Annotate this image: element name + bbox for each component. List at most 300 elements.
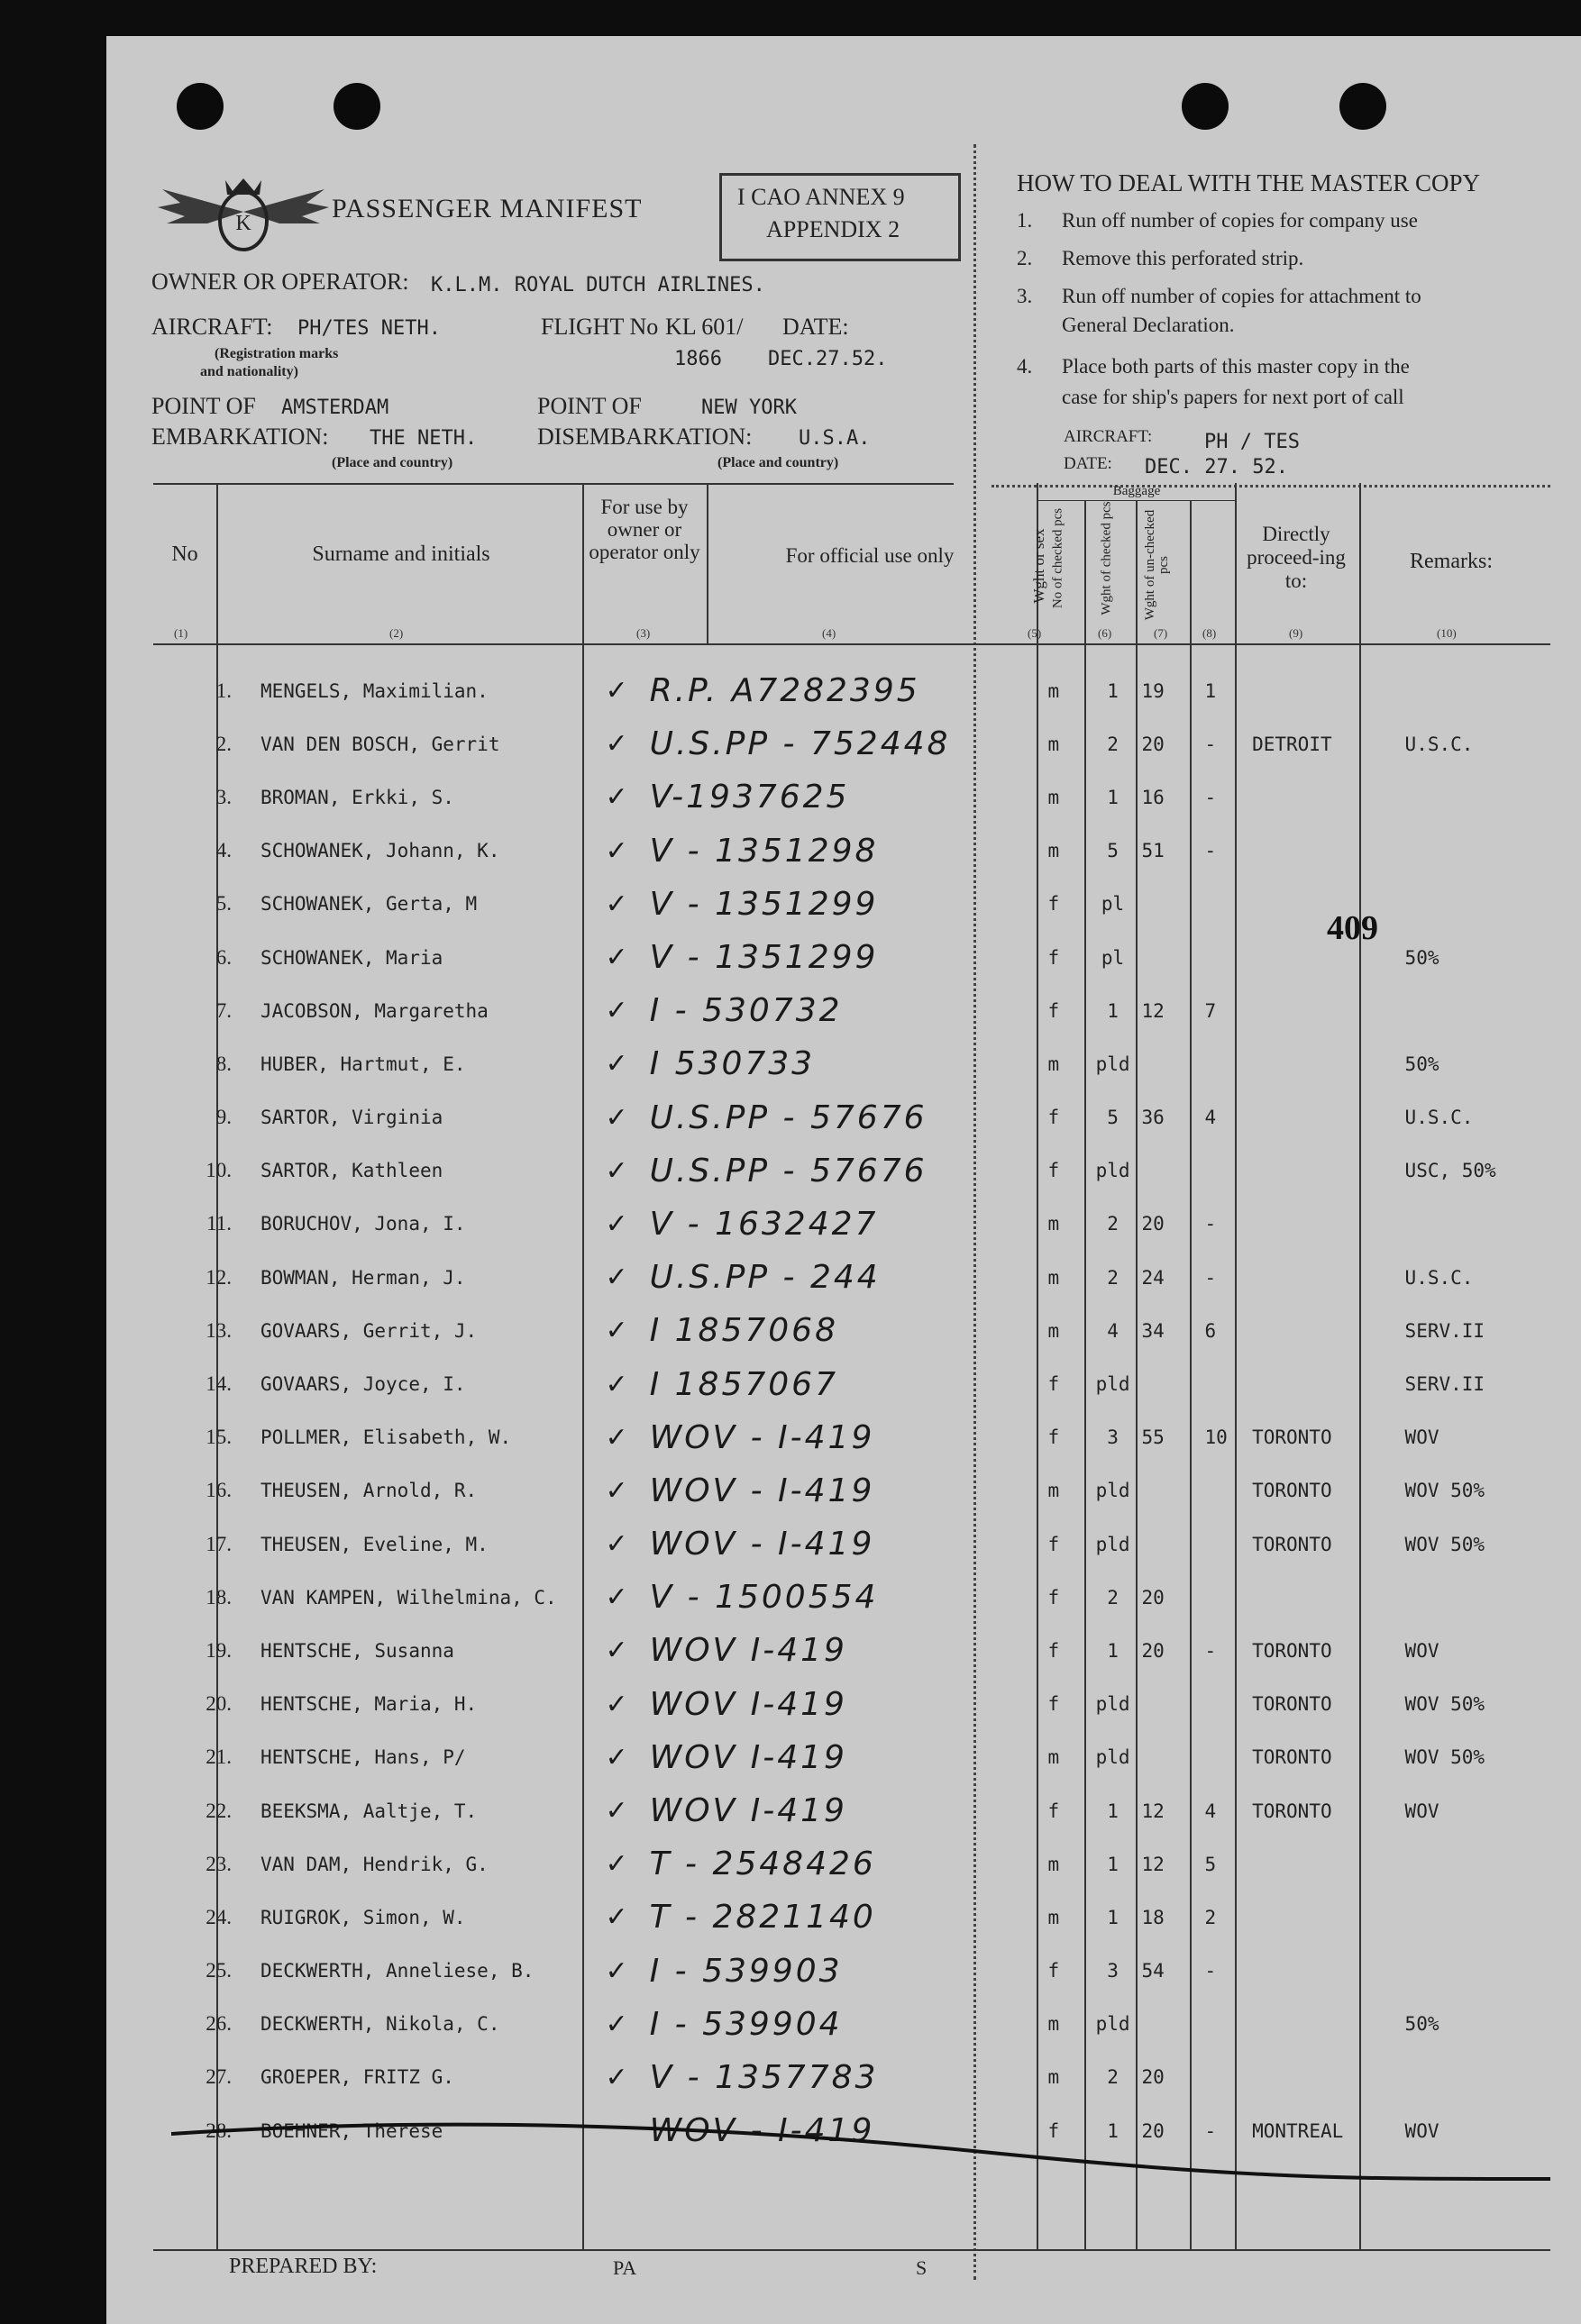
aircraft-note-line1: (Registration marks — [215, 346, 339, 361]
passenger-dest — [1247, 1251, 1381, 1304]
passenger-no: 15. — [206, 1426, 232, 1449]
passenger-check: ✓ — [605, 1315, 631, 1347]
passenger-unc — [1199, 931, 1247, 984]
passenger-sex: f — [1047, 1800, 1060, 1822]
passenger-check: ✓ — [605, 1741, 631, 1773]
passenger-rem — [1382, 825, 1581, 878]
passenger-check: ✓ — [605, 1528, 631, 1561]
passenger-no: 10. — [206, 1159, 232, 1182]
passenger-unc: 1 — [1204, 679, 1217, 702]
passenger-dest — [1247, 1945, 1381, 1998]
col-num: (10) — [1437, 626, 1457, 640]
passenger-pcs: pld — [1095, 2013, 1130, 2036]
passenger-dest — [1247, 2051, 1381, 2104]
passenger-unc: 7 — [1204, 999, 1217, 1022]
passenger-no: 20. — [206, 1692, 232, 1716]
passenger-wt — [1136, 1037, 1199, 1090]
passenger-pcs: 1 — [1107, 999, 1119, 1022]
passenger-wt — [1136, 1731, 1199, 1784]
passenger-doc: T - 2548426 — [649, 1846, 876, 1883]
passenger-unc: 4 — [1204, 1800, 1217, 1822]
passenger-no: 11. — [206, 1212, 232, 1235]
passenger-unc: 4 — [1204, 1107, 1217, 1129]
aircraft-note-line2: and nationality) — [200, 364, 298, 379]
passenger-sex: m — [1047, 679, 1060, 702]
passenger-doc: V - 1357783 — [649, 2058, 879, 2096]
passenger-wt — [1136, 1998, 1199, 2051]
passenger-doc: WOV - I-419 — [649, 1472, 875, 1509]
passenger-rem: SERV.II — [1404, 1373, 1485, 1396]
col-num: (8) — [1202, 626, 1217, 640]
passenger-check: ✓ — [605, 1048, 631, 1080]
passenger-rem — [1382, 1198, 1581, 1251]
date-value: DEC.27.52. — [768, 348, 888, 370]
passenger-doc: WOV I-419 — [649, 1738, 847, 1776]
passenger-sex: f — [1047, 946, 1060, 969]
instr-aircraft-value: PH / TES — [1204, 431, 1300, 453]
passenger-check: ✓ — [605, 2008, 631, 2040]
passenger-wt: 24 — [1141, 1266, 1165, 1289]
passenger-doc: I - 539903 — [649, 1952, 843, 1990]
passenger-rem — [1382, 1891, 1581, 1944]
passenger-unc: - — [1204, 733, 1217, 755]
passenger-sex: f — [1047, 2119, 1060, 2142]
punch-hole — [1182, 83, 1229, 130]
passenger-name: SCHOWANEK, Gerta, M — [260, 893, 478, 916]
passenger-check: ✓ — [605, 1795, 631, 1827]
passenger-dest: TORONTO — [1252, 1746, 1332, 1769]
passenger-rem: U.S.C. — [1404, 733, 1474, 755]
passenger-name: THEUSEN, Eveline, M. — [260, 1533, 489, 1555]
passenger-doc: U.S.PP - 57676 — [649, 1098, 928, 1136]
passenger-wt: 55 — [1141, 1426, 1165, 1449]
passenger-dest — [1247, 1144, 1381, 1198]
passenger-doc: I 530733 — [649, 1045, 816, 1083]
table-header-bottom-border — [153, 643, 1550, 645]
passenger-name: BROMAN, Erkki, S. — [260, 786, 454, 808]
passenger-dest: TORONTO — [1252, 1426, 1332, 1449]
passenger-wt — [1136, 931, 1199, 984]
col-header-baggage: Baggage — [1112, 484, 1161, 498]
passenger-rem: USC, 50% — [1404, 1160, 1496, 1182]
embark-value-1: AMSTERDAM — [281, 396, 389, 419]
col-num: (3) — [636, 626, 651, 640]
passenger-rem — [1382, 664, 1581, 717]
passenger-name: SCHOWANEK, Maria — [260, 946, 443, 969]
passenger-rem — [1382, 770, 1581, 824]
passenger-pcs: pld — [1095, 1053, 1130, 1075]
passenger-check: ✓ — [605, 1901, 631, 1934]
passenger-doc: I - 539904 — [649, 2005, 843, 2043]
passenger-rem — [1382, 1837, 1581, 1891]
passenger-unc: - — [1204, 1960, 1217, 1982]
passenger-dest — [1247, 1198, 1381, 1251]
passenger-name: SARTOR, Kathleen — [260, 1160, 443, 1182]
passenger-doc: I 1857067 — [649, 1365, 838, 1403]
passenger-rem — [1382, 878, 1581, 931]
passenger-pcs: pld — [1095, 1373, 1130, 1396]
passenger-dest: TORONTO — [1252, 1639, 1332, 1662]
passenger-unc — [1199, 1037, 1247, 1090]
passenger-wt: 36 — [1141, 1107, 1165, 1129]
passenger-doc: I - 530732 — [649, 992, 843, 1030]
passenger-rem — [1382, 1571, 1581, 1624]
table-row — [153, 1678, 1581, 1731]
passenger-rem: U.S.C. — [1404, 1266, 1474, 1289]
punch-hole — [334, 83, 380, 130]
passenger-no: 8. — [215, 1052, 232, 1075]
instruction-4-num: 4. — [1017, 355, 1033, 378]
embark-label-1: POINT OF — [151, 393, 256, 419]
passenger-sex: m — [1047, 1746, 1060, 1769]
passenger-unc: - — [1204, 840, 1217, 862]
passenger-sex: m — [1047, 1266, 1060, 1289]
passenger-rem: 50% — [1404, 1053, 1439, 1075]
passenger-sex: f — [1047, 1426, 1060, 1449]
passenger-dest — [1247, 770, 1381, 824]
passenger-no: 13. — [206, 1318, 232, 1342]
passenger-name: BORUCHOV, Jona, I. — [260, 1213, 466, 1235]
embark-value-2: THE NETH. — [370, 427, 478, 450]
passenger-wt: 51 — [1141, 840, 1165, 862]
passenger-no: 7. — [215, 998, 232, 1022]
passenger-no: 1. — [215, 679, 232, 702]
passenger-pcs: 2 — [1107, 733, 1119, 755]
passenger-check: ✓ — [605, 1421, 631, 1454]
passenger-name: VAN DEN BOSCH, Gerrit — [260, 733, 500, 755]
table-row — [153, 1731, 1581, 1784]
passenger-pcs: pld — [1095, 1533, 1130, 1555]
passenger-pcs: 5 — [1107, 1107, 1119, 1129]
flight-label: FLIGHT No — [541, 314, 659, 340]
passenger-dest — [1247, 825, 1381, 878]
passenger-doc: V - 1500554 — [649, 1579, 879, 1617]
passenger-no: 18. — [206, 1585, 232, 1609]
footer-fragment-2: S — [916, 2256, 928, 2279]
instr-date-label: DATE: — [1064, 454, 1112, 473]
passenger-no: 27. — [206, 2065, 232, 2089]
passenger-unc — [1199, 1357, 1247, 1410]
passenger-check: ✓ — [605, 1368, 631, 1400]
table-row — [153, 1198, 1581, 1251]
instruction-4-text: Place both parts of this master copy in the — [1062, 355, 1410, 378]
passenger-rem: 50% — [1404, 946, 1439, 969]
passenger-check: ✓ — [605, 1101, 631, 1134]
passenger-unc — [1199, 1464, 1247, 1517]
passenger-no: 4. — [215, 839, 232, 862]
table-row — [153, 1037, 1581, 1090]
flight-value: KL 601/ — [665, 314, 744, 340]
passenger-doc: V - 1351299 — [649, 885, 879, 923]
passenger-pcs: 4 — [1107, 1319, 1119, 1342]
passenger-unc: - — [1204, 2119, 1217, 2142]
passenger-unc — [1199, 1731, 1247, 1784]
footer-line — [153, 2249, 1550, 2251]
passenger-no: 14. — [206, 1372, 232, 1396]
passenger-pcs: pld — [1095, 1746, 1130, 1769]
passenger-dest — [1247, 984, 1381, 1037]
table-row — [153, 1091, 1581, 1144]
disembark-note: (Place and country) — [717, 455, 839, 470]
passenger-pcs: 1 — [1107, 1906, 1119, 1928]
col-divider — [707, 483, 708, 643]
passenger-wt — [1136, 1357, 1199, 1410]
passenger-check: ✓ — [605, 888, 631, 920]
table-row — [153, 1837, 1581, 1891]
instr-aircraft-label: AIRCRAFT: — [1064, 427, 1153, 446]
prepared-by-label: PREPARED BY: — [229, 2255, 378, 2278]
col-header-no: No — [171, 542, 198, 566]
instructions-title: HOW TO DEAL WITH THE MASTER COPY — [1017, 169, 1481, 196]
passenger-doc: V - 1632427 — [649, 1205, 879, 1243]
punch-hole — [1339, 83, 1386, 130]
disembark-value-2: U.S.A. — [799, 427, 871, 450]
passenger-sex: m — [1047, 733, 1060, 755]
passenger-name: VAN DAM, Hendrik, G. — [260, 1853, 489, 1875]
passenger-sex: m — [1047, 1906, 1060, 1928]
passenger-wt: 12 — [1141, 1853, 1165, 1875]
passenger-doc: V - 1351299 — [649, 939, 879, 977]
passenger-check: ✓ — [605, 781, 631, 814]
passenger-no: 28. — [206, 2119, 232, 2142]
passenger-wt — [1136, 878, 1199, 931]
passenger-doc: U.S.PP - 752448 — [649, 725, 951, 763]
instruction-1-text: Run off number of copies for company use — [1062, 209, 1418, 232]
passenger-dest — [1247, 1304, 1381, 1357]
passenger-unc — [1199, 1517, 1247, 1571]
table-row — [153, 717, 1581, 770]
passenger-wt: 20 — [1141, 1213, 1165, 1235]
disembark-label-2: DISEMBARKATION: — [537, 424, 753, 450]
passenger-name: SARTOR, Virginia — [260, 1107, 443, 1129]
table-row — [153, 770, 1581, 824]
passenger-dest — [1247, 1571, 1381, 1624]
passenger-doc: U.S.PP - 57676 — [649, 1152, 928, 1189]
passenger-pcs: 3 — [1107, 1960, 1119, 1982]
passenger-rem: 50% — [1404, 2013, 1439, 2036]
passenger-sex: f — [1047, 1639, 1060, 1662]
passenger-pcs: 1 — [1107, 1800, 1119, 1822]
passenger-name: SCHOWANEK, Johann, K. — [260, 840, 500, 862]
passenger-sex: m — [1047, 840, 1060, 862]
instruction-3-text-2: General Declaration. — [1062, 314, 1235, 336]
passenger-no: 17. — [206, 1532, 232, 1555]
passenger-rem — [1382, 984, 1581, 1037]
passenger-doc: WOV I-419 — [649, 1632, 847, 1670]
passenger-dest — [1247, 1037, 1381, 1090]
col-header-directly: Directly proceed-ing to: — [1247, 523, 1346, 592]
passenger-no: 26. — [206, 2012, 232, 2036]
col-header-wght-checked: Wght of checked pcs — [1099, 501, 1114, 615]
passenger-dest — [1247, 664, 1381, 717]
passenger-name: BOWMAN, Herman, J. — [260, 1266, 466, 1289]
passenger-wt: 19 — [1141, 679, 1165, 702]
passenger-name: RUIGROK, Simon, W. — [260, 1906, 466, 1928]
passenger-doc: WOV - I-419 — [649, 2112, 875, 2150]
passenger-doc: U.S.PP - 244 — [649, 1259, 881, 1297]
table-row — [153, 1517, 1581, 1571]
passenger-check: ✓ — [605, 1208, 631, 1240]
passenger-pcs: 2 — [1107, 1266, 1119, 1289]
passenger-name: MENGELS, Maximilian. — [260, 679, 489, 702]
passenger-name: THEUSEN, Arnold, R. — [260, 1480, 478, 1502]
passenger-name: GOVAARS, Joyce, I. — [260, 1373, 466, 1396]
passenger-sex: f — [1047, 999, 1060, 1022]
passenger-sex: f — [1047, 1586, 1060, 1609]
passenger-wt — [1136, 1144, 1199, 1198]
icao-line2: APPENDIX 2 — [766, 216, 900, 242]
table-row — [153, 1411, 1581, 1464]
disembark-value-1: NEW YORK — [701, 396, 797, 419]
punch-hole — [177, 83, 224, 130]
passenger-pcs: 1 — [1107, 679, 1119, 702]
passenger-check: ✓ — [605, 1581, 631, 1614]
passenger-sex: m — [1047, 1213, 1060, 1235]
passenger-dest — [1247, 1998, 1381, 2051]
passenger-rem — [1382, 1945, 1581, 1998]
passenger-rem: WOV 50% — [1404, 1693, 1485, 1716]
passenger-wt: 34 — [1141, 1319, 1165, 1342]
passenger-unc — [1199, 1998, 1247, 2051]
passenger-pcs: 2 — [1107, 1213, 1119, 1235]
table-row — [153, 1945, 1581, 1998]
passenger-no: 22. — [206, 1799, 232, 1822]
passenger-table — [153, 664, 1581, 2157]
passenger-wt: 18 — [1141, 1906, 1165, 1928]
passenger-doc: T - 2821140 — [649, 1899, 876, 1937]
passenger-wt — [1136, 1464, 1199, 1517]
col-num: (2) — [389, 626, 404, 640]
passenger-wt: 20 — [1141, 1586, 1165, 1609]
passenger-pcs: 2 — [1107, 1586, 1119, 1609]
passenger-rem: WOV 50% — [1404, 1533, 1485, 1555]
passenger-name: DECKWERTH, Anneliese, B. — [260, 1960, 535, 1982]
passenger-unc: - — [1204, 1213, 1217, 1235]
passenger-unc: 10 — [1204, 1426, 1228, 1449]
passenger-rem: WOV 50% — [1404, 1746, 1485, 1769]
passenger-check: ✓ — [605, 1955, 631, 1987]
passenger-wt: 20 — [1141, 2119, 1165, 2142]
passenger-sex: m — [1047, 1053, 1060, 1075]
passenger-pcs: 1 — [1107, 786, 1119, 808]
col-num: (5) — [1028, 626, 1042, 640]
passenger-pcs: 1 — [1107, 2119, 1119, 2142]
passenger-doc: WOV I-419 — [649, 1685, 847, 1723]
passenger-sex: m — [1047, 1853, 1060, 1875]
table-row — [153, 984, 1581, 1037]
passenger-sex: f — [1047, 1373, 1060, 1396]
passenger-rem: SERV.II — [1404, 1319, 1485, 1342]
col-num: (1) — [174, 626, 188, 640]
table-row — [153, 1571, 1581, 1624]
col-header-wght-sex: Wght or sex — [1030, 528, 1047, 604]
col-header-name: Surname and initials — [312, 542, 490, 566]
passenger-rem: WOV 50% — [1404, 1480, 1485, 1502]
table-top-border — [153, 483, 954, 485]
passenger-name: HENTSCHE, Susanna — [260, 1639, 454, 1662]
table-row — [153, 1784, 1581, 1837]
passenger-dest: DETROIT — [1252, 733, 1332, 755]
table-row — [153, 1624, 1581, 1677]
passenger-check: ✓ — [605, 995, 631, 1027]
form-title: PASSENGER MANIFEST — [332, 194, 643, 223]
passenger-doc: WOV I-419 — [649, 1792, 847, 1830]
col-header-wght-unchecked: Wght of un-checked pcs — [1143, 509, 1171, 621]
instruction-4-text-2: case for ship's papers for next port of call — [1062, 386, 1404, 408]
date-label: DATE: — [782, 314, 849, 340]
table-row — [153, 2051, 1581, 2104]
passenger-pcs: pl — [1101, 893, 1125, 916]
passenger-no: 21. — [206, 1745, 232, 1769]
passenger-dest: MONTREAL — [1252, 2119, 1344, 2142]
passenger-doc: I 1857068 — [649, 1312, 838, 1350]
passenger-dest: TORONTO — [1252, 1800, 1332, 1822]
passenger-unc — [1199, 1678, 1247, 1731]
passenger-sex: f — [1047, 1160, 1060, 1182]
baggage-header-divider — [1037, 500, 1235, 501]
svg-text:K: K — [235, 212, 251, 235]
passenger-wt: 12 — [1141, 999, 1165, 1022]
passenger-sex: m — [1047, 2013, 1060, 2036]
passenger-no: 24. — [206, 1905, 232, 1928]
passenger-pcs: 1 — [1107, 1639, 1119, 1662]
col-num: (6) — [1098, 626, 1112, 640]
passenger-no: 16. — [206, 1479, 232, 1502]
passenger-wt: 20 — [1141, 1639, 1165, 1662]
passenger-check: ✓ — [605, 1635, 631, 1667]
passenger-no: 19. — [206, 1638, 232, 1662]
passenger-pcs: pld — [1095, 1693, 1130, 1716]
col-num: (4) — [822, 626, 836, 640]
table-row — [153, 664, 1581, 717]
passenger-name: HENTSCHE, Hans, P/ — [260, 1746, 466, 1769]
passenger-unc — [1199, 878, 1247, 931]
passenger-unc — [1199, 2051, 1247, 2104]
table-row — [153, 1144, 1581, 1198]
passenger-pcs: pl — [1101, 946, 1125, 969]
passenger-wt: 12 — [1141, 1800, 1165, 1822]
closing-line — [171, 2116, 1550, 2188]
table-row — [153, 1464, 1581, 1517]
passenger-sex: f — [1047, 1533, 1060, 1555]
col-header-remarks: Remarks: — [1410, 550, 1493, 573]
instr-date-value: DEC. 27. 52. — [1145, 456, 1288, 478]
passenger-name: HENTSCHE, Maria, H. — [260, 1693, 478, 1716]
instruction-2-num: 2. — [1017, 247, 1033, 269]
table-row — [153, 1251, 1581, 1304]
passenger-sex: f — [1047, 893, 1060, 916]
passenger-name: HUBER, Hartmut, E. — [260, 1053, 466, 1075]
passenger-rem: WOV — [1404, 2119, 1439, 2142]
footer-fragment-1: PA — [613, 2256, 637, 2279]
passenger-pcs: 3 — [1107, 1426, 1119, 1449]
passenger-name: BEEKSMA, Aaltje, T. — [260, 1800, 478, 1822]
passenger-unc: - — [1204, 1266, 1217, 1289]
passenger-unc: 5 — [1204, 1853, 1217, 1875]
passenger-wt: 16 — [1141, 786, 1165, 808]
passenger-sex: m — [1047, 1319, 1060, 1342]
passenger-no: 5. — [215, 892, 232, 916]
passenger-rem: WOV — [1404, 1800, 1439, 1822]
passenger-rem: WOV — [1404, 1426, 1439, 1449]
passenger-check: ✓ — [605, 675, 631, 707]
passenger-pcs: 2 — [1107, 2066, 1119, 2089]
instruction-3-num: 3. — [1017, 285, 1033, 307]
passenger-no: 9. — [215, 1106, 232, 1129]
passenger-name: GOVAARS, Gerrit, J. — [260, 1319, 478, 1342]
passenger-name: POLLMER, Elisabeth, W. — [260, 1426, 512, 1449]
passenger-doc: V-1937625 — [649, 779, 850, 816]
